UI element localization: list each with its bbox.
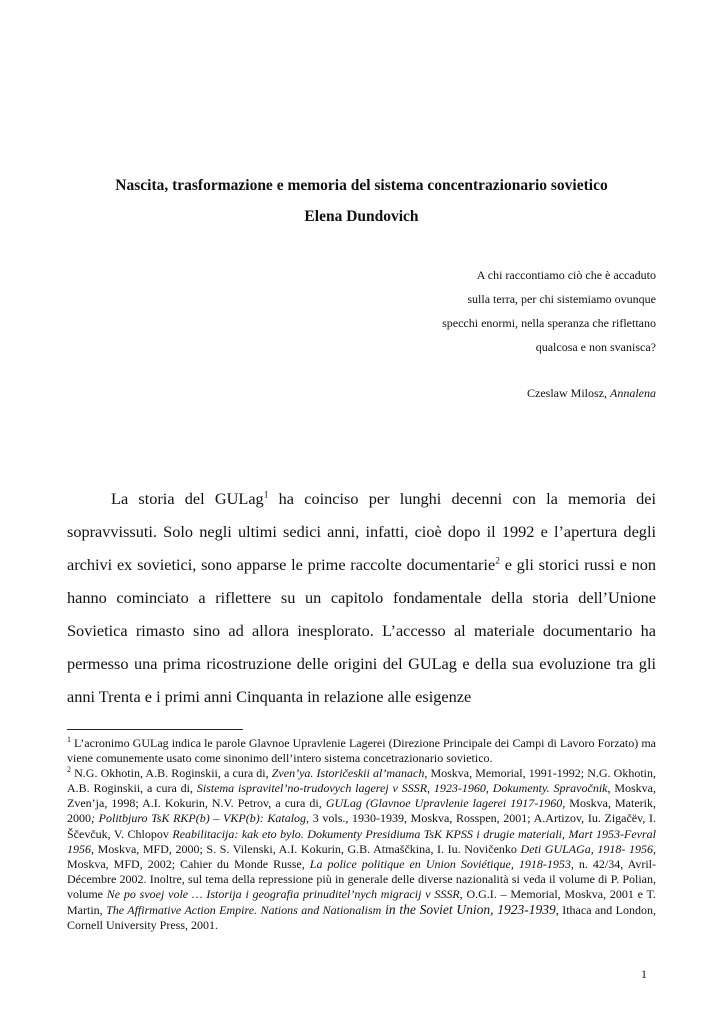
footnote-text: , Ithaca and London, Cornell University Press, 2001. [67,903,656,933]
footnote-citation-title: Deti GULAGa, 1918- 1956, [520,841,656,856]
footnote-text: , n. 42/34, Avril-Décembre 2002. Inoltre, sul tema della repressione più in generale delle diverse nazionalità si veda il volume di P. Polian, volume [67,856,656,901]
footnote-text: , Moskva, Memorial, 1991-1992; N.G. Okhotin, A.B. Roginskii, a cura di, [67,766,656,796]
epigraph [256,263,656,405]
footnote-citation-title: Ne po svoej vole … Istorija i geografia prinuditel’nych migracij v SSSR [106,886,460,901]
footnote-number: 1 [67,735,71,744]
footnote-citation-title: Reabilitacija: kak eto bylo. Dokumenty Presidiuma TsK KPSS i drugie materiali [172,826,563,841]
page-number: 1 [641,967,647,981]
body-text-segment: ha coinciso per lunghi decenni con la memoria dei sopravvissuti. Solo negli ultimi sedici anni, infatti, cioè dopo il 1992 e l’apertura degli archivi ex sovietici, sono apparse le prime raccolte documentarie [67,489,657,574]
footnote-text: , Moskva, Materik, 2000 [67,796,657,826]
body-text-segment: La storia del GULag [111,489,264,508]
footnote-1 [67,736,656,766]
footnote-citation-title: Mart 1953-Fevral 1956 [67,826,657,856]
epigraph-attribution-work: Annalena [610,386,656,400]
footnote-2 [67,766,656,933]
epigraph-line: qualcosa e non svanisca? [535,340,656,354]
footnote-citation-title: ; Politbjuro TsK RKP(b) – VKP(b): Katalog [91,811,307,826]
footnote-citation-title: in the Soviet Union, 1923-1939 [381,902,556,918]
footnote-citation-title: Zven’ya. Istoričeskii al’manach [271,766,425,781]
footnote-text: , [562,826,569,841]
footnote-text: L’acronimo GULag indica le parole Glavnoe Upravlenie Lagerei (Direzione Principale dei Campi di Lavoro Forzato) ma viene comunemente usato come sinonimo dell’intero sistema concetrazionario sovietico. [67,736,656,766]
epigraph-line: A chi raccontiamo ciò che è accaduto [476,268,656,282]
footnote-text: N.G. Okhotin, A.B. Roginskii, a cura di, [71,766,272,781]
footnote-text: Moskva, MFD, 2002; Cahier du Monde Russe, [67,856,310,871]
footnote-citation-title: La police politique en Union Soviétique, 1918-1953 [309,856,571,871]
epigraph-attribution-author: Czeslaw Milosz, [527,386,610,400]
footnote-citation-title: The Affirmative Action Empire. Nations and Nationalism [106,903,382,918]
footnote-text: , Moskva, MFD, 2000; S. S. Vilenski, A.I. Kokurin, G.B. Atmaščkina, I. Iu. Novičenko [91,841,521,856]
footnote-ref-2[interactable]: 2 [495,556,500,567]
epigraph-attribution [256,381,656,405]
paper-title: Nascita, trasformazione e memoria del sistema concentrazionario sovietico [115,177,608,194]
paper-author: Elena Dundovich [304,208,419,225]
footnotes [67,736,656,933]
footnote-text: , 3 vols., 1930-1939, Moskva, Rosspen, 2001; A.Artizov, Iu. Zigačëv, I. Ščevčuk, V. Chlopov [67,811,656,841]
footnote-citation-title: GULag (Glavnoe Upravlenie lagerei 1917-1960 [325,796,563,811]
epigraph-line: specchi enormi, nella speranza che riflettano [442,316,656,330]
footnote-number: 2 [67,765,71,775]
footnote-text: , O.G.I. – Memorial, Moskva, 2001 e T. Martin, [67,886,656,918]
body-paragraph [67,482,656,713]
footnote-separator [67,729,243,730]
footnote-ref-1[interactable]: 1 [263,490,269,501]
body-text-segment: e gli storici russi e non hanno cominciato a riflettere su un capitolo fondamentale della storia dell’Unione Sovietica rimasto sino ad allora inesplorato. L’accesso al materiale documentario ha permesso una prima ricostruzione delle origini del GULag e della sua evoluzione tra gli anni Trenta e i primi anni Cinquanta in relazione alle esigenze [67,555,656,706]
footnote-citation-title: Sistema ispravitel’no-trudovych lagerej v SSSR, 1923-1960, Dokumenty. Spravočnik [196,781,608,796]
footnote-text: , Moskva, Zven’ja, 1998; A.I. Kokurin, N.V. Petrov, a cura di, [67,781,657,811]
epigraph-line: sulla terra, per chi sistemiamo ovunque [467,292,656,306]
